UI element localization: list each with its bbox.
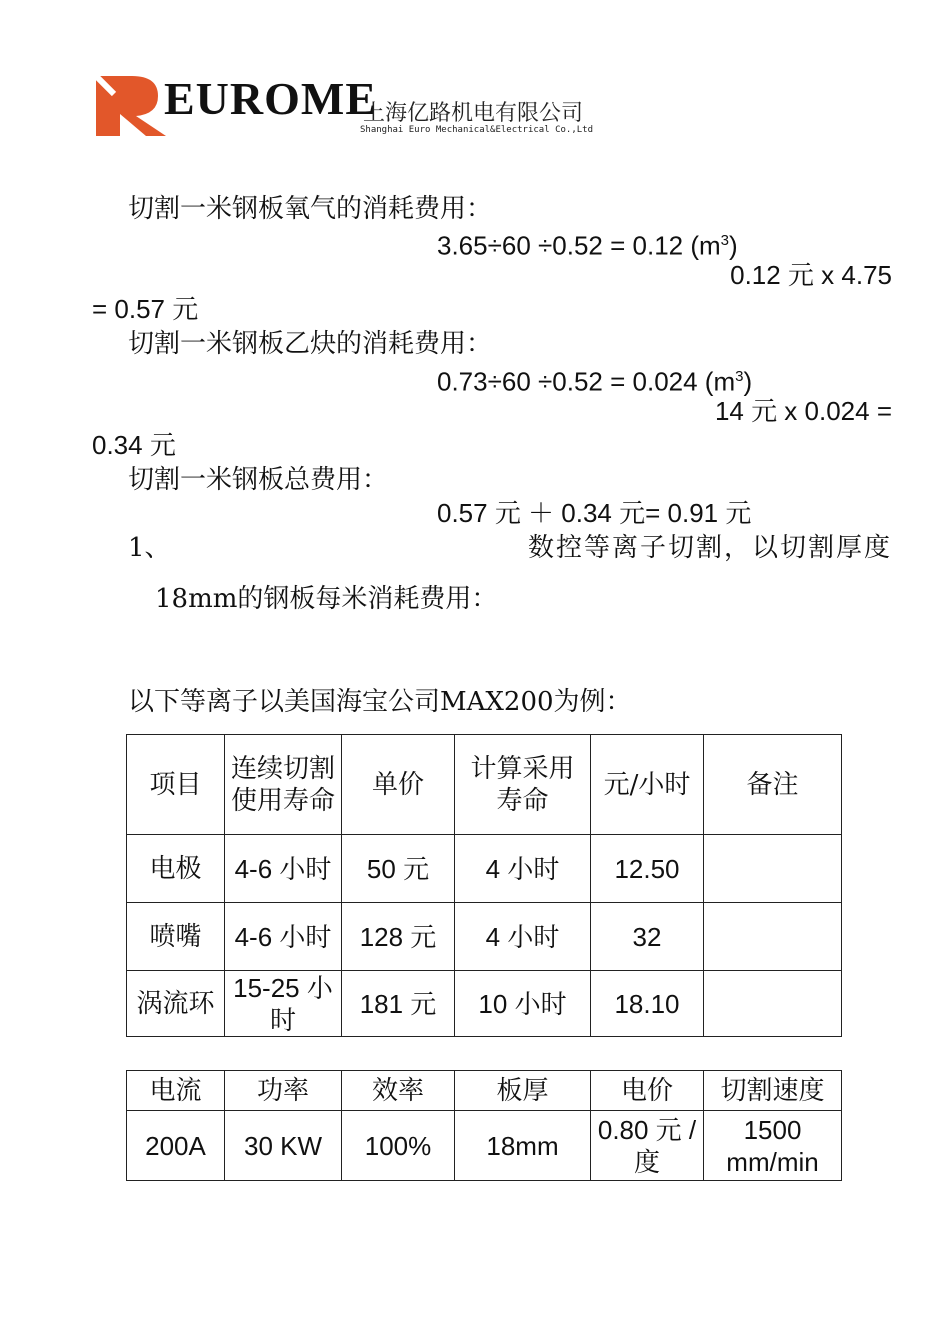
logo-wordmark: EUROME: [164, 73, 377, 124]
acetylene-calc-result: 0.34 元: [92, 430, 176, 460]
power-table: [126, 1070, 842, 1181]
table-header-row: [127, 1071, 842, 1111]
table-cell: 12.50: [591, 835, 704, 903]
table-row: [127, 835, 842, 903]
acetylene-heading: 切割一米钢板乙炔的消耗费用：: [128, 329, 493, 359]
table-cell: 4-6 小时: [225, 835, 342, 903]
acetylene-calc-volume: 0.73÷60 ÷0.52 = 0.024 $(m^3)$: [437, 366, 753, 397]
header-cell: 备注: [704, 735, 842, 835]
total-heading: 切割一米钢板总费用：: [128, 465, 389, 495]
oxygen-calc-volume: 3.65÷60 ÷0.52 = 0.12 $(m^3)$: [437, 230, 738, 261]
table-cell: 15-25 小时: [225, 971, 342, 1037]
table-cell: 181 元: [342, 971, 455, 1037]
table-cell: 100%: [342, 1111, 455, 1181]
section-number: 1、: [128, 533, 171, 563]
oxygen-calc-cost: 0.12 元 x 4.75: [730, 260, 892, 290]
table-cell: 128 元: [342, 903, 455, 971]
table-cell: 32: [591, 903, 704, 971]
company-name-cn: 上海亿路机电有限公司: [363, 101, 584, 126]
total-calc: 0.57 元 ＋ 0.34 元= 0.91 元: [437, 498, 752, 528]
header-cell: 项目: [127, 735, 225, 835]
table-cell: [704, 971, 842, 1037]
table-row: [127, 971, 842, 1037]
header-cell: 电价: [591, 1071, 704, 1111]
table-row: [127, 1111, 842, 1181]
table-cell: 喷嘴: [127, 903, 225, 971]
header-cell: 单价: [342, 735, 455, 835]
header-cell: 功率: [225, 1071, 342, 1111]
section-title: 数控等离子切割，以切割厚度: [527, 533, 892, 563]
header-cell: 效率: [342, 1071, 455, 1111]
header-cell: 计算采用寿命: [455, 735, 591, 835]
header-cell: 元/小时: [591, 735, 704, 835]
table-cell: 4 小时: [455, 903, 591, 971]
oxygen-calc-result: = 0.57 元: [92, 294, 199, 324]
table-cell: 30 KW: [225, 1111, 342, 1181]
table-cell: 200A: [127, 1111, 225, 1181]
example-note: 以下等离子以美国海宝公司MAX200为例：: [128, 687, 632, 717]
table-cell: 1500 mm/min: [704, 1111, 842, 1181]
consumables-table: [126, 734, 842, 1037]
table-cell: 10 小时: [455, 971, 591, 1037]
acetylene-calc-cost: 14 元 x 0.024 =: [714, 396, 892, 426]
table-row: [127, 903, 842, 971]
table-header-row: [127, 735, 842, 835]
company-name-en: Shanghai Euro Mechanical&Electrical Co.,Ltd: [360, 125, 593, 135]
table-cell: 50 元: [342, 835, 455, 903]
header-cell: 板厚: [455, 1071, 591, 1111]
header-cell: 电流: [127, 1071, 225, 1111]
logo-arrow-mark: [92, 70, 172, 140]
table-cell: [704, 835, 842, 903]
table-cell: 18mm: [455, 1111, 591, 1181]
table-cell: 18.10: [591, 971, 704, 1037]
table-cell: 电极: [127, 835, 225, 903]
table-cell: 0.80 元 /度: [591, 1111, 704, 1181]
table-cell: 4-6 小时: [225, 903, 342, 971]
oxygen-heading: 切割一米钢板氧气的消耗费用：: [128, 194, 493, 224]
header-cell: 连续切割使用寿命: [225, 735, 342, 835]
header-cell: 切割速度: [704, 1071, 842, 1111]
section-title-cont: 18mm的钢板每米消耗费用：: [155, 584, 498, 614]
table-cell: 涡流环: [127, 971, 225, 1037]
table-cell: 4 小时: [455, 835, 591, 903]
table-cell: [704, 903, 842, 971]
